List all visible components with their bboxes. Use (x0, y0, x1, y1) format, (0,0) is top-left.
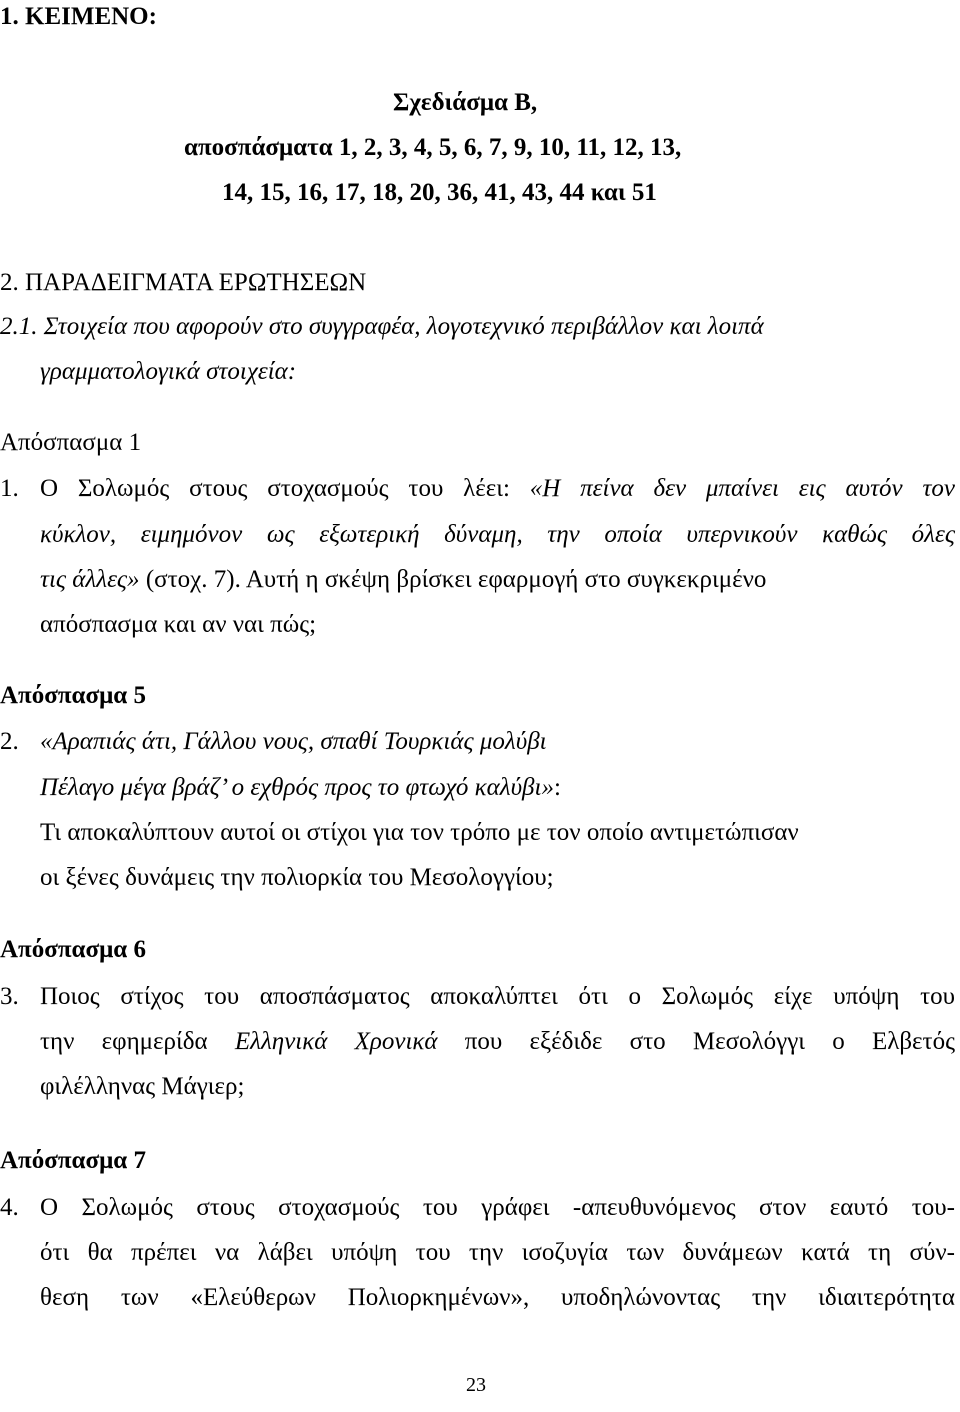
newspaper-title: Ελληνικά Χρονικά (234, 1028, 438, 1055)
section-heading-questions: 2. ΠΑΡΑΔΕΙΓΜΑΤΑ ΕΡΩΤΗΣΕΩΝ (0, 269, 367, 296)
verse-text: Πέλαγο μέγα βράζ’ ο εχθρός προς το φτωχό καλύβι» (40, 774, 554, 801)
citation-text: (στοχ. 7). (139, 566, 246, 593)
fragment-title: Απόσπασμα 6 (0, 936, 146, 963)
question-text: Ο Σολωμός στους στοχασμούς του λέει: (40, 475, 530, 502)
fragments-list-line1: αποσπάσματα 1, 2, 3, 4, 5, 6, 7, 9, 10, 11, 12, 13, (184, 134, 682, 161)
subsection-heading-line2: γραμματολογικά στοιχεία: (40, 358, 297, 385)
question-line: Ποιος στίχος του αποσπάσματος αποκαλύπτει ότι ο Σολωμός είχε υπόψη του (40, 983, 955, 1010)
question-number: 2. (0, 728, 19, 755)
section-heading-text: 1. ΚΕΙΜΕΝΟ: (0, 3, 157, 30)
question-text: την εφημερίδα (40, 1028, 235, 1055)
quote-line: κύκλον, ειμημόνον ως εξωτερική δύναμη, την οποία υπερνικούν καθώς όλες (40, 521, 955, 548)
quote-text: «Η πείνα δεν μπαίνει εις αυτόν τον (529, 475, 955, 502)
verse-line (40, 773, 561, 803)
question-line: ότι θα πρέπει να λάβει υπόψη του την ισοζυγία των δυνάμεων κατά τη σύν- (40, 1239, 955, 1266)
verse-line: «Αραπιάς άτι, Γάλλου νους, σπαθί Τουρκιάς μολύβι (40, 728, 547, 755)
question-number: 1. (0, 475, 19, 502)
question-line (40, 565, 766, 595)
question-number: 3. (0, 983, 19, 1010)
question-line: απόσπασμα και αν ναι πώς; (40, 611, 317, 638)
question-line: Τι αποκαλύπτουν αυτοί οι στίχοι για τον τρόπο με τον οποίο αντιμετώπισαν (40, 819, 799, 846)
quote-text: τις άλλες» (40, 566, 140, 593)
question-line: οι ξένες δυνάμεις την πολιορκία του Μεσολογγίου; (40, 864, 554, 891)
fragments-list-line2: 14, 15, 16, 17, 18, 20, 36, 41, 43, 44 και 51 (222, 179, 657, 206)
fragment-title: Απόσπασμα 5 (0, 682, 146, 709)
question-line (40, 474, 955, 504)
question-line: φιλέλληνας Μάγιερ; (40, 1073, 245, 1100)
page-number: 23 (466, 1374, 486, 1396)
question-line: θεση των «Ελεύθερων Πολιορκημένων», υποδηλώνοντας την ιδιαιτερότητα (40, 1284, 955, 1311)
question-line (40, 1027, 955, 1057)
question-line: Ο Σολωμός στους στοχασμούς του γράφει -απευθυνόμενος στον εαυτό του- (40, 1194, 955, 1221)
verse-colon: : (553, 774, 561, 801)
question-text: που εξέδιδε στο Μεσολόγγι ο Ελβετός (437, 1028, 955, 1055)
subsection-heading-line1: 2.1. Στοιχεία που αφορούν στο συγγραφέα, λογοτεχνικό περιβάλλον και λοιπά (0, 313, 764, 340)
subsection-heading (0, 312, 764, 342)
fragment-title: Απόσπασμα 1 (0, 429, 142, 456)
fragment-title: Απόσπασμα 7 (0, 1147, 146, 1174)
plan-title: Σχεδιάσμα Β, (393, 89, 538, 116)
question-text: Αυτή η σκέψη βρίσκει εφαρμογή στο συγκεκριμένο (245, 566, 767, 593)
question-number: 4. (0, 1194, 19, 1221)
